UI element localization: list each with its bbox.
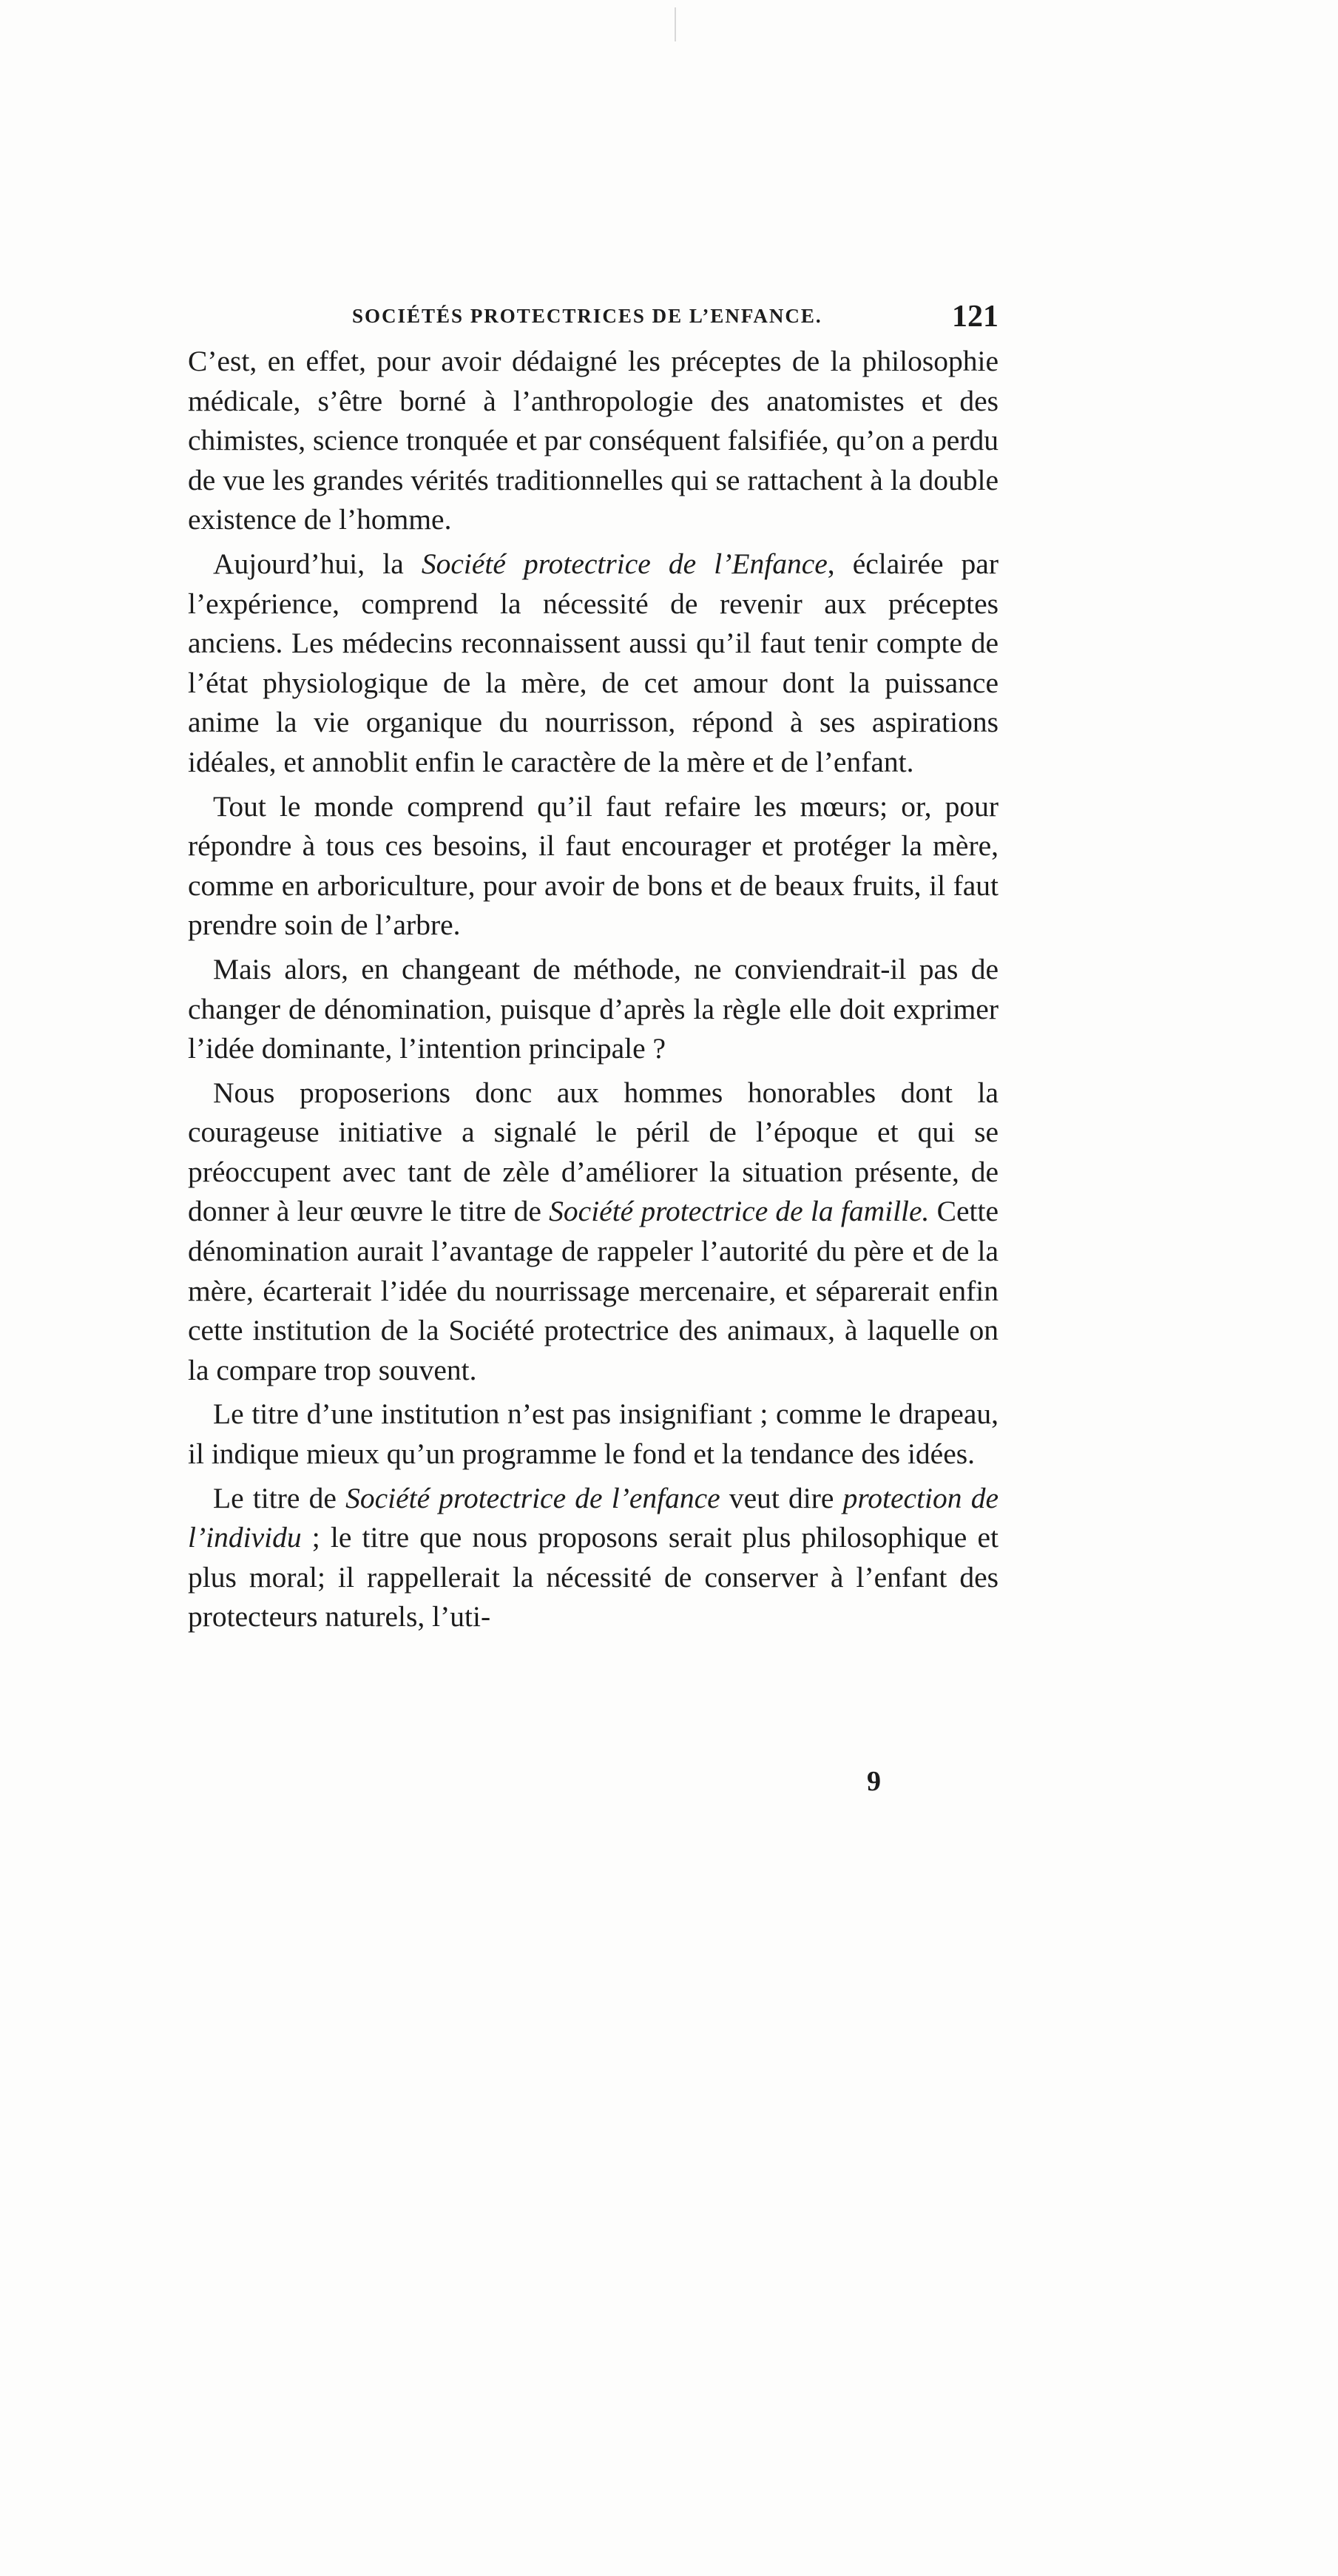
text-run: C’est, en effet, pour avoir dédaigné les préceptes de la philosophie médicale, s’être borné à l’anthropologie des anatomistes et des chimistes, science tronquée et par conséquent falsifiée, qu’on a perdu de vue les grandes vérités traditionnelles qui se rattachent à la double existence de l’homme. bbox=[188, 345, 999, 536]
text-run: veut dire bbox=[720, 1481, 843, 1514]
text-run: Nous proposerions donc aux hommes honorables dont la courageuse initiative a signalé le péril de l’époque et qui se préoccupent avec tant de zèle d’améliorer la situation présente, de donner à leur œuvre le titre de bbox=[188, 1076, 999, 1228]
text-run: Le titre de bbox=[213, 1481, 346, 1514]
italic-text: Société protectrice de l’Enfance bbox=[421, 547, 828, 580]
scan-mark bbox=[675, 7, 676, 41]
page-number: 121 bbox=[952, 300, 999, 334]
body-text bbox=[188, 342, 999, 1637]
running-head: SOCIÉTÉS PROTECTRICES DE L’ENFANCE. bbox=[352, 305, 822, 327]
italic-text: protection de l’individu bbox=[188, 1481, 999, 1554]
paragraph bbox=[188, 950, 999, 1069]
text-run: ; le titre que nous proposons serait plus philosophique et plus moral; il rappellerait la nécessité de conserver à l’enfant des protecteurs naturels, l’uti- bbox=[188, 1521, 999, 1633]
page-header bbox=[188, 299, 999, 343]
text-run: Mais alors, en changeant de méthode, ne conviendrait-il pas de changer de dénomination, puisque d’après la règle elle doit exprimer l’idée dominante, l’intention principale ? bbox=[188, 952, 999, 1065]
paragraph bbox=[188, 1479, 999, 1637]
paragraph bbox=[188, 1395, 999, 1474]
italic-text: Société protectrice de l’enfance bbox=[345, 1481, 720, 1514]
text-run: Tout le monde comprend qu’il faut refaire les mœurs; or, pour répondre à tous ces besoins, il faut encourager et protéger la mère, comme en arboriculture, pour avoir de bons et de beaux fruits, il faut prendre soin de l’arbre. bbox=[188, 789, 999, 942]
paragraph bbox=[188, 544, 999, 783]
paragraph bbox=[188, 1073, 999, 1391]
text-run: Le titre d’une institution n’est pas insignifiant ; comme le drapeau, il indique mieux qu’un programme le fond et la tendance des idées. bbox=[188, 1397, 999, 1471]
paragraph bbox=[188, 787, 999, 945]
signature-mark: 9 bbox=[867, 1766, 881, 1797]
italic-text: Société protectrice de la famille. bbox=[549, 1195, 930, 1228]
text-run: , éclairée par l’expérience, comprend la nécessité de revenir aux préceptes anciens. Les médecins reconnaissent aussi qu’il faut tenir compte de l’état physiologique de la mère, de cet amour dont la puissance anime la vie organique du nourrisson, répond à ses aspirations idéales, et annoblit enfin le caractère de la mère et de l’enfant. bbox=[188, 547, 999, 778]
text-run: Cette dénomination aurait l’avantage de rappeler l’autorité du père et de la mère, écarterait l’idée du nourrissage mercenaire, et séparerait enfin cette institution de la Société protectrice des animaux, à laquelle on la compare trop souvent. bbox=[188, 1195, 999, 1386]
paragraph bbox=[188, 342, 999, 540]
text-run: Aujourd’hui, la bbox=[213, 547, 422, 580]
